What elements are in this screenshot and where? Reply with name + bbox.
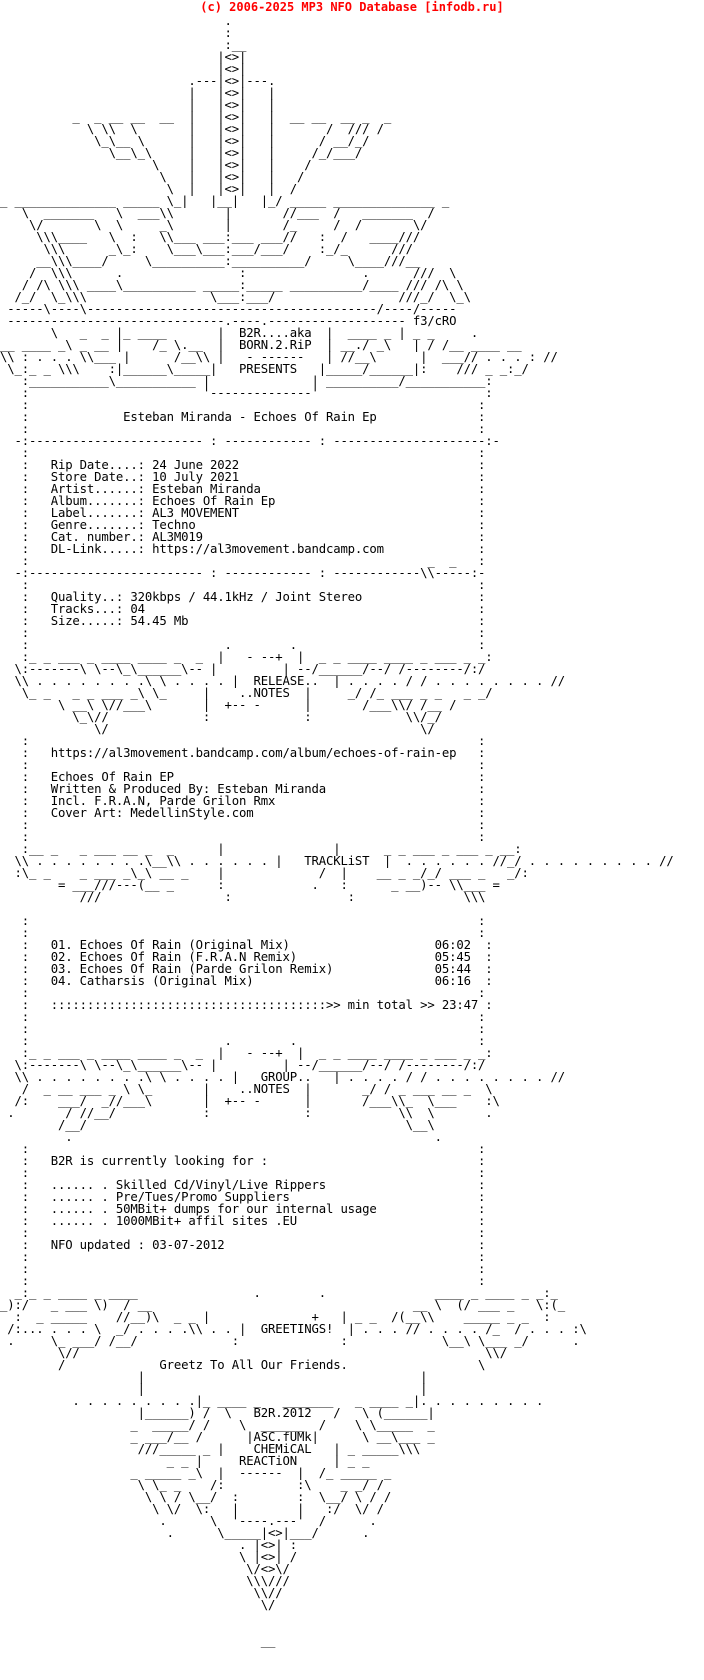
nfo-line: : : (0, 1022, 486, 1036)
nfo-line: __ (0, 1634, 276, 1648)
nfo-line: : : (0, 446, 486, 460)
nfo-line: \__\_\ | |<>| | /_/___/ (0, 146, 363, 160)
nfo-line: : : (0, 914, 486, 928)
nfo-line: \\ : . . . \\___ | /__\\ | - ------ | //__\ | ___// . . . : // (0, 350, 558, 364)
nfo-line: : Esteban Miranda - Echoes Of Rain Ep : (0, 410, 486, 424)
nfo-line: : 01. Echoes Of Rain (Original Mix) 06:02 : (0, 938, 493, 952)
nfo-line: /// : : \\\ (0, 890, 486, 904)
nfo-line: |<>| (0, 50, 247, 64)
nfo-line: :\_ _ _ ___ _\_\ __ _ | / | __ _ _/_/ ___ _ _/: (0, 866, 529, 880)
nfo-line: \\\/// (0, 1574, 290, 1588)
nfo-line: :_ _ ___ _ ____ ____ _ _ | - --+ | _ _ ____ ____ _ ___ _ _: (0, 650, 493, 664)
nfo-line: \\ . . . . . . . .\__\\ . . . . . . | TRACKLiST | . . . . . . //_/ . . . . . . . . . // (0, 854, 674, 868)
nfo-line: : Rip Date....: 24 June 2022 : (0, 458, 486, 472)
nfo-line: : https://al3movement.bandcamp.com/album/echoes-of-rain-ep : (0, 746, 486, 760)
nfo-line: : : (0, 758, 486, 772)
nfo-line: . / //__/ : : \\ \ . (0, 1106, 493, 1120)
nfo-line: /_/ \_\\\ \___:___/ ///_/ \_\ (0, 290, 471, 304)
nfo-line: : : (0, 986, 486, 1000)
nfo-line: |<>| (0, 62, 247, 76)
nfo-line: \\// (0, 1586, 283, 1600)
nfo-line: : Tracks...: 04 : (0, 602, 486, 616)
nfo-line: _ _ __ __ __ | |<>| | __ __ __ _ _ (0, 110, 392, 124)
nfo-line: -:------------------------ : ------------ : ------------\\-----:- (0, 566, 486, 580)
nfo-line: _ _____/ / \ ______ / \ \_____ _ (0, 1418, 435, 1432)
nfo-line: : : (0, 926, 486, 940)
nfo-line: \ \_ _ /: :\ _ _/ / (0, 1478, 384, 1492)
nfo-line: : : (0, 830, 486, 844)
nfo-line: : ::::::::::::::::::::::::::::::::::::::>> min total >> 23:47 : (0, 998, 493, 1012)
nfo-line: : . . : (0, 1034, 486, 1048)
nfo-line: : NFO updated : 03-07-2012 : (0, 1238, 486, 1252)
nfo-line: : : (0, 422, 486, 436)
nfo-line: : : (0, 1226, 486, 1240)
nfo-line: \/<>\/ (0, 1562, 290, 1576)
nfo-line: \ _ _ |_ ____ | B2R....aka | ____ _ | _ _ . (0, 326, 479, 340)
nfo-line: : (0, 26, 232, 40)
nfo-line: \\\ _\_: \___\___:___/___/ :_/_ /// (0, 242, 413, 256)
nfo-line: : Quality..: 320kbps / 44.1kHz / Joint Stereo : (0, 590, 486, 604)
nfo-line: : : (0, 734, 486, 748)
nfo-line: . \ '----.---' / . (0, 1514, 377, 1528)
nfo-line: \ | |<>| | / (0, 170, 305, 184)
nfo-line: \ \/ \: | | :/ \/ / (0, 1502, 384, 1516)
nfo-line: / _ __ ___ _ \ \_ | ..NOTES | _/ / _ ___ __ _ \ (0, 1082, 493, 1096)
nfo-line: \:-------\ \--\_\______\-- | | --/______/--/ /--------/:/ (0, 662, 486, 676)
nfo-line: _:_ _ ____ _ ____ . . ____ _ ____ _ _:_ (0, 1286, 558, 1300)
nfo-line: : Cat. number.: AL3M019 : (0, 530, 486, 544)
nfo-line: \_ _ _ _ ___ _\ \_ | ..NOTES | _/ /_ ___ _ _ _ _/ (0, 686, 493, 700)
nfo-line: \\ . . . . . . . .\ \ . . . . | RELEASE.. | . . . . / / . . . . . . . . // (0, 674, 565, 688)
nfo-line: : : (0, 1250, 486, 1264)
nfo-line: : DL-Link.....: https://al3movement.bandcamp.com : (0, 542, 486, 556)
nfo-line: \// \\/ (0, 1346, 508, 1360)
nfo-line: \:-------\ \--\_\______\-- | | --/______/--/ /--------/:/ (0, 1058, 486, 1072)
nfo-line: /:... . . . \ _/ . . . .\\ . . | GREETINGS! | . . . // . . . . /_ / . . . :\ (0, 1322, 587, 1336)
nfo-line: : . . : (0, 638, 486, 652)
nfo-line: .---|<>|---. (0, 74, 276, 88)
nfo-line: : Artist......: Esteban Miranda : (0, 482, 486, 496)
nfo-line: |______) / \ B2R.2012 / \ (______| (0, 1406, 435, 1420)
nfo-line: _ _ | REACTiON | _ _ (0, 1454, 370, 1468)
nfo-line: /__/ \__\ (0, 1118, 435, 1132)
nfo-line: :___________\___________ | | __________/___________: (0, 374, 493, 388)
nfo-line: : '--------------' : (0, 386, 493, 400)
nfo-line: \ __\ \//___\ | +-- - | /___\\/ /__ / (0, 698, 457, 712)
nfo-line: : Incl. F.R.A.N, Parde Grilon Rmx : (0, 794, 486, 808)
nfo-line: : : (0, 1274, 486, 1288)
nfo-line: . \_ ___/ /__/ : : \__\ \___ _/ . (0, 1334, 580, 1348)
nfo-line: \_\__ \ | |<>| | / __/_/ (0, 134, 370, 148)
nfo-line: __ ____ _\ _ __ | /_ \.__ | BORN.2.RiP | __./ _\ | / /__ ____ __ (0, 338, 522, 352)
nfo-line: / /\ \\\ ____\__________ _____:_____ __________/____ /// /\ \ (0, 278, 464, 292)
nfo-line: _ ___/__ / |ASC.fUMk| \ __\___ _ (0, 1430, 435, 1444)
nfo-line: : Label.......: AL3 MOVEMENT : (0, 506, 486, 520)
nfo-line: \ \ / \__/ : : \__/ \ / / (0, 1490, 392, 1504)
nfo-line: : : (0, 1142, 486, 1156)
nfo-line: | | (0, 1382, 428, 1396)
nfo-line: . . . . . . . . .|_ ____ _ _______ _ ____ _|. . . . . . . . . (0, 1394, 544, 1408)
nfo-text (0, 15, 674, 1647)
nfo-line: _ _____ _\ | ------ | /_ _____ _ (0, 1466, 392, 1480)
nfo-line: . |<>| : (0, 1538, 297, 1552)
site-header: (c) 2006-2025 MP3 NFO Database [infodb.ru] (200, 0, 504, 14)
nfo-line: = ___///---(__ _ : . : _ __)-- \\___ = (0, 878, 500, 892)
nfo-line: ///_____ _ | CHEMiCAL | _ _____\\\ (0, 1442, 421, 1456)
nfo-line: : Album.......: Echoes Of Rain Ep : (0, 494, 486, 508)
nfo-line: . . (0, 1130, 442, 1144)
nfo-line: : B2R is currently looking for : : (0, 1154, 486, 1168)
nfo-line: : _ _ : (0, 554, 486, 568)
nfo-line: : ...... . Skilled Cd/Vinyl/Live Rippers : (0, 1178, 486, 1192)
nfo-line: \\\____ \ : \\___ ___:___ ___// : / ____/// (0, 230, 421, 244)
nfo-line: : ...... . 50MBit+ dumps for our internal usage : (0, 1202, 486, 1216)
nfo-line: : _ _____ //__)\ _ _ | + | _ _ /(__\\ _____ _ _ : (0, 1310, 551, 1324)
nfo-line: ------------------------------.----.------------------- f3/cRO (0, 314, 457, 328)
nfo-line: \ |<>| / (0, 1550, 297, 1564)
nfo-line: :__ _ _ ___ __ _ _ | | _ _ ___ _ ___ _ __: (0, 842, 522, 856)
nfo-line: | | (0, 1370, 428, 1384)
nfo-line: _ ______________ _____ \_| |__| |_/ _____ ______________ _ (0, 194, 450, 208)
nfo-line: \_\// : : \\/_/ (0, 710, 442, 724)
nfo-line: : Cover Art: MedellinStyle.com : (0, 806, 486, 820)
nfo-line: : : (0, 398, 486, 412)
nfo-line: : 03. Echoes Of Rain (Parde Grilon Remix) 05:44 : (0, 962, 493, 976)
nfo-line: :_ _ ___ _ ____ ____ _ _ | - --+ | _ _ ____ ____ _ ___ _ _: (0, 1046, 493, 1060)
nfo-line: \/ (0, 1598, 276, 1612)
nfo-line: / Greetz To All Our Friends. \ (0, 1358, 486, 1372)
nfo-line: \ \\ \ | |<>| | / /// / (0, 122, 384, 136)
nfo-line: \/ \/ (0, 722, 435, 736)
nfo-line: \\ . . . . . . . .\ \ . . . . | GROUP.. | . . . . / / . . . . . . . . // (0, 1070, 565, 1084)
nfo-line: : : (0, 1166, 486, 1180)
nfo-line: : Store Date..: 10 July 2021 : (0, 470, 486, 484)
nfo-line: : : (0, 578, 486, 592)
nfo-line: : Genre.......: Techno : (0, 518, 486, 532)
nfo-line: -:------------------------ : ------------ : ---------------------:- (0, 434, 500, 448)
nfo-line: : Written & Produced By: Esteban Miranda : (0, 782, 486, 796)
nfo-line: : : (0, 626, 486, 640)
nfo-line: \ _______ \ ___\\ | //___ / _______ / (0, 206, 435, 220)
nfo-line: : ...... . Pre/Tues/Promo Suppliers : (0, 1190, 486, 1204)
nfo-line: . \_____|<>|___/ . (0, 1526, 370, 1540)
nfo-line: \/ \ \ _\ | /_ / / \/ (0, 218, 428, 232)
nfo-line: : : (0, 1262, 486, 1276)
nfo-line: : 04. Catharsis (Original Mix) 06:16 : (0, 974, 493, 988)
nfo-line: :__ (0, 38, 247, 52)
nfo-line: / \\\ . : . /// \ (0, 266, 457, 280)
nfo-line: -----\----\----------------------------------------/----/----- (0, 302, 457, 316)
nfo-line: : Size.....: 54.45 Mb : (0, 614, 486, 628)
nfo-line: /: ___/ _//___\ | +-- - | /___\\_ \___ :\ (0, 1094, 500, 1108)
nfo-line: __\\\____/ \__________:__________/ \____///__ (0, 254, 421, 268)
nfo-line: \ | |<>| | / (0, 182, 297, 196)
nfo-line: . (0, 14, 232, 28)
nfo-line: : : (0, 1010, 486, 1024)
nfo-line: | |<>| | (0, 98, 276, 112)
nfo-line: \ | |<>| | / (0, 158, 312, 172)
nfo-line: _):/ _ ___ \) / __ __ \ (/ ___ _ \:(_ (0, 1298, 565, 1312)
nfo-line: | |<>| | (0, 86, 276, 100)
nfo-line: : 02. Echoes Of Rain (F.R.A.N Remix) 05:45 : (0, 950, 493, 964)
nfo-line: : Echoes Of Rain EP : (0, 770, 486, 784)
nfo-line: \_:_ _ \\\ :|______\_____| PRESENTS |_____/______|: /// _ _:_/ (0, 362, 529, 376)
nfo-line: : ...... . 1000MBit+ affil sites .EU : (0, 1214, 486, 1228)
nfo-line: : : (0, 818, 486, 832)
